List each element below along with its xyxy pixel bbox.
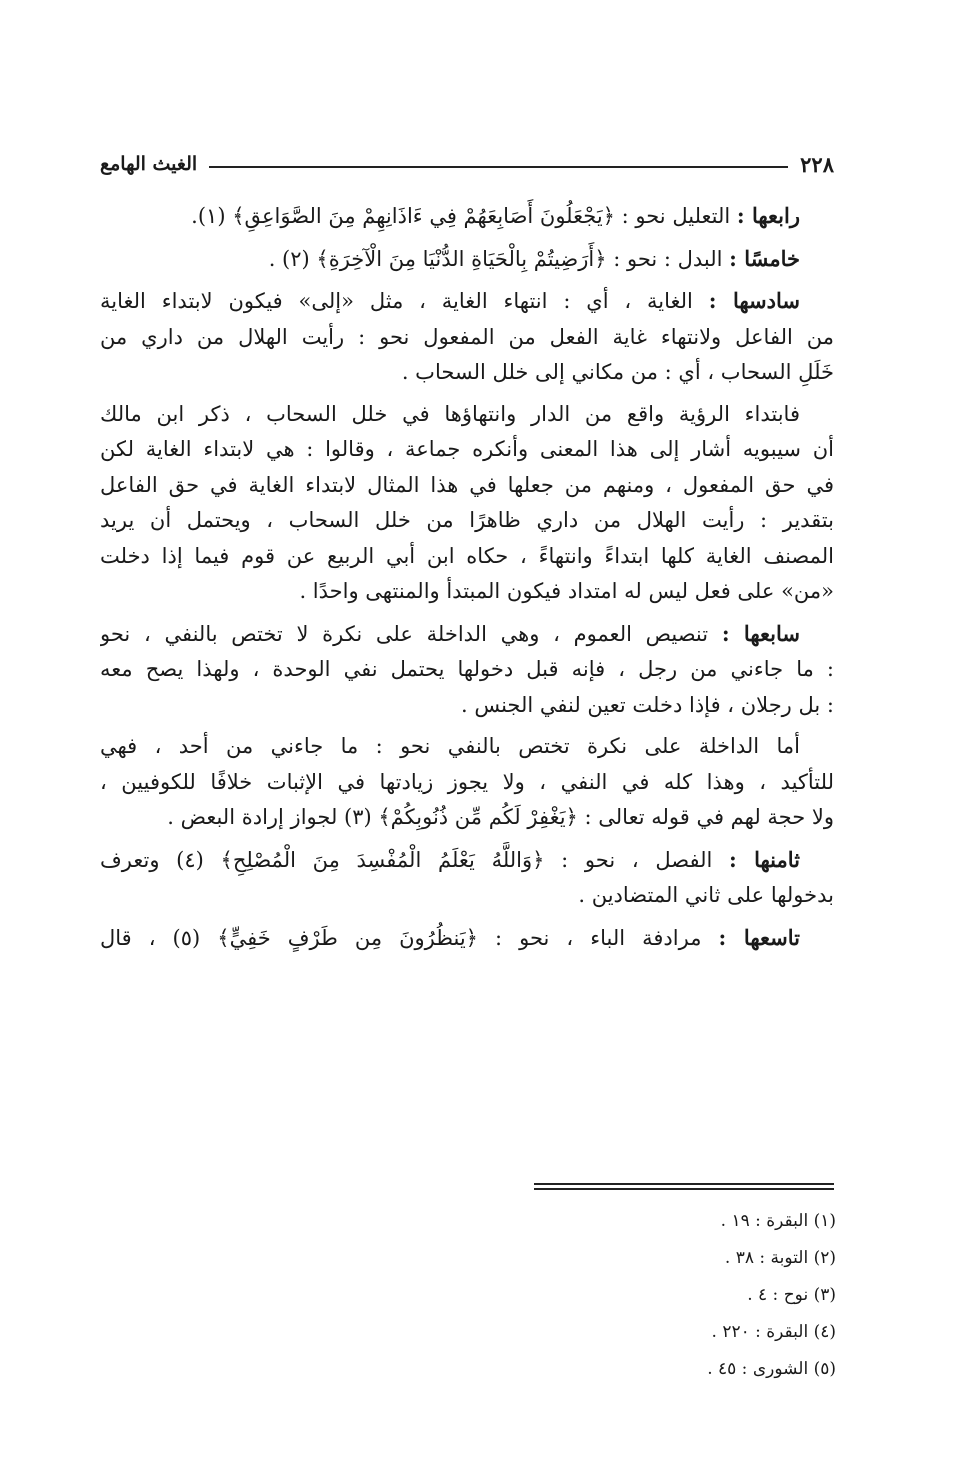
running-title: الغيث الهامع <box>100 153 198 175</box>
paragraph-lead: سابعها : <box>721 620 800 646</box>
footnote: (٤) البقرة : ٢٢٠ . <box>711 1322 836 1342</box>
paragraph <box>100 198 834 235</box>
paragraph <box>100 241 834 278</box>
page-header <box>100 147 834 181</box>
text-line: بدخولها على ثاني المتضادين . <box>578 883 834 907</box>
text-line-content: الفصل ، نحو : ﴿وَاللَّهُ يَعْلَمُ الْمُفْسِدَ مِنَ الْمُصْلِحِ﴾ (٤) وتعرف <box>100 847 729 872</box>
paragraph-lead: سادسها : <box>708 288 800 313</box>
text-line-content: مرادفة الباء ، نحو : ﴿يَنظُرُونَ مِن طَرْفٍ خَفِيٍّ﴾ (٥) ، قال <box>100 925 719 950</box>
paragraph-lead: خامسًا : <box>729 245 800 271</box>
paragraph-lead: رابعها : <box>736 203 800 228</box>
paragraph <box>100 616 834 724</box>
footnote: (٢) التوبة : ٣٨ . <box>724 1248 836 1268</box>
text-line: من الفاعل ولانتهاء غاية الفعل من المفعول نحو : رأيت الهلال من داري من <box>100 324 834 349</box>
text-line: في حق المفعول ، ومنهم من جعلها في هذا المثال لابتداء الغاية في حق الفاعل <box>100 472 834 497</box>
paragraph <box>100 397 834 610</box>
text-line: أما الداخلة على نكرة تختص بالنفي نحو : ما جاءني من أحد ، فهي <box>100 734 800 758</box>
text-line: للتأكيد ، وهذا كله في النفي ، ولا يجوز زيادتها في الإثبات خلافًا للكوفيين ، <box>100 769 834 794</box>
footnotes <box>536 1203 836 1388</box>
footnote: (٥) الشورى : ٤٥ . <box>707 1359 836 1379</box>
footnote: (٣) نوح : ٤ . <box>747 1285 836 1305</box>
text-line: أن سيبويه أشار إلى هذا المعنى وأنكره جماعة ، وقالوا : هي لابتداء الغاية لكن <box>100 437 834 461</box>
main-text <box>100 198 834 962</box>
header-rule <box>209 166 788 168</box>
paragraph <box>100 729 834 836</box>
text-line: المصنف الغاية كلها ابتداءً وانتهاءً ، حكاه ابن أبي الربيع عن قوم فيما إذا دخلت <box>100 543 834 568</box>
page-number: ٢٢٨ <box>800 151 834 177</box>
text-line: : ما جاءني من رجل ، فإنه قبل دخولها يحتمل نفي الوحدة ، ولهذا يصح معه <box>100 657 834 681</box>
paragraph-lead: ثامنها : <box>729 846 800 872</box>
paragraph <box>100 283 834 391</box>
text-line-content: تنصيص العموم ، وهي الداخلة على نكرة لا تختص بالنفي ، نحو <box>100 621 722 646</box>
text-line: فابتداء الرؤية واقع من الدار وانتهاؤها في خلل السحاب ، ذكر ابن مالك <box>100 401 800 426</box>
text-line: ولا حجة لهم في قوله تعالى : ﴿يَغْفِرْ لَكُم مِّن ذُنُوبِكُمْ﴾ (٣) لجواز إرادة البعض . <box>167 805 834 829</box>
footnote-separator <box>534 1183 834 1190</box>
paragraph <box>100 920 834 957</box>
text-line: : بل رجلان ، فإذا دخلت تعين لنفي الجنس . <box>460 692 834 717</box>
paragraph <box>100 842 834 914</box>
text-line <box>100 920 834 957</box>
text-line: «من» على فعل ليس له امتداد فيكون المبتدأ والمنتهى واحدًا . <box>299 579 834 603</box>
text-line: بتقدير : رأيت الهلال من داري ظاهرًا من خلل السحاب ، ويحتمل أن يريد <box>100 508 834 532</box>
text-line <box>100 241 834 278</box>
text-line-content: التعليل نحو : ﴿يَجْعَلُونَ أَصَابِعَهُمْ فِي ءَاذَانِهِمْ مِنَ الصَّوَاعِقِ﴾ (١). <box>191 204 737 228</box>
text-line-content: البدل : نحو : ﴿أَرَضِيتُمْ بِالْحَيَاةِ الدُّنْيَا مِنَ الْآخِرَةِ﴾ (٢) . <box>268 246 730 271</box>
footnote: (١) البقرة : ١٩ . <box>720 1211 836 1231</box>
text-line <box>100 198 834 235</box>
text-line <box>100 616 834 653</box>
text-line: خَلَلِ السحاب ، أي : من مكاني إلى خلل السحاب . <box>401 360 834 384</box>
text-line <box>100 842 834 879</box>
text-line <box>100 283 834 320</box>
paragraph-lead: تاسعها : <box>718 924 800 950</box>
text-line-content: الغاية ، أي : انتهاء الغاية ، مثل «إلى» فيكون لابتداء الغاية <box>100 289 709 313</box>
